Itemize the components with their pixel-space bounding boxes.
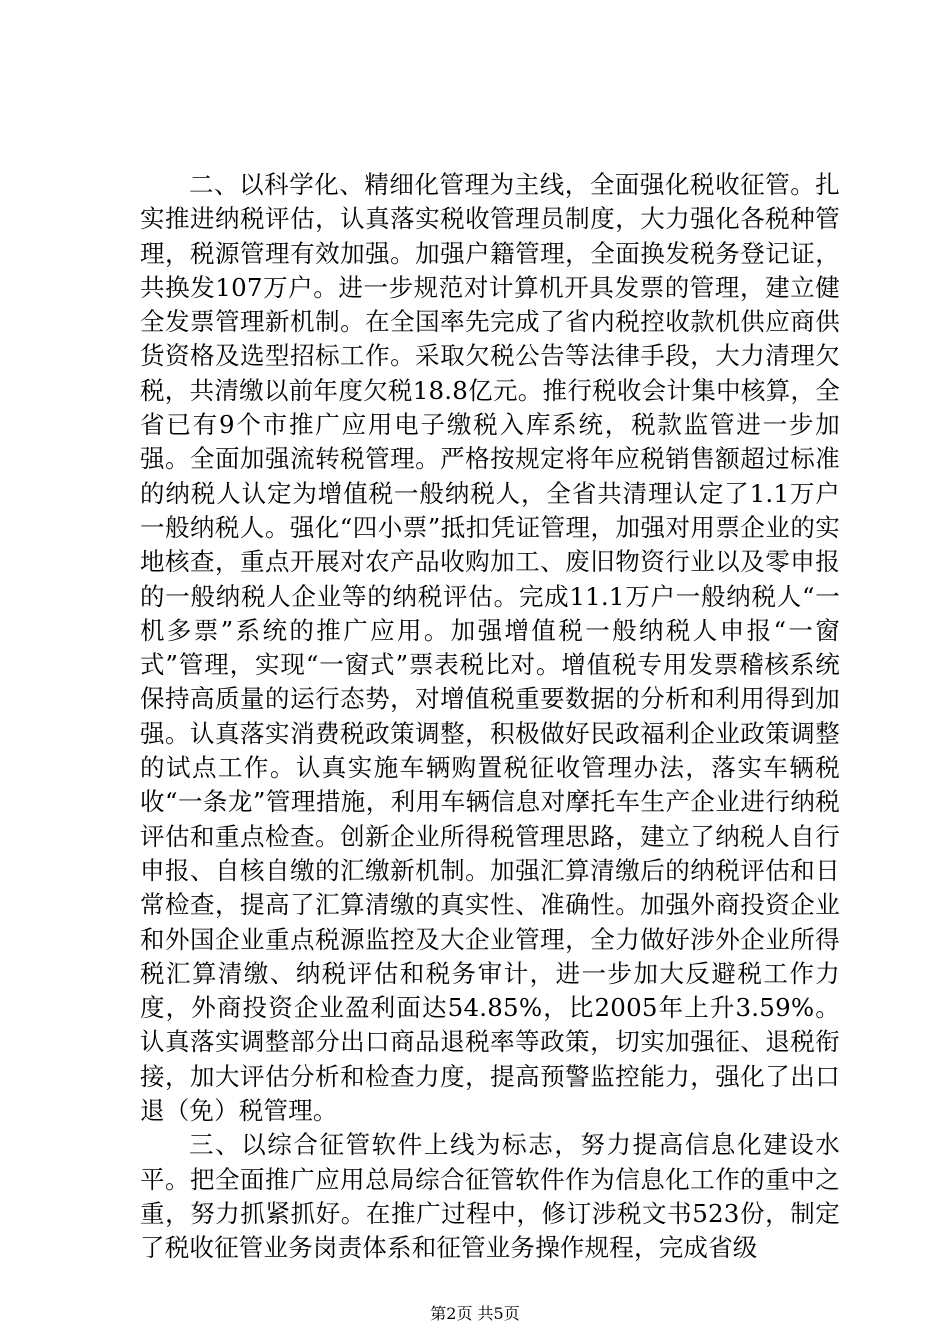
paragraph-tax-collection-management: 二、以科学化、精细化管理为主线，全面强化税收征管。扎实推进纳税评估，认真落实税收管理员制度，大力强化各税种管理，税源管理有效加强。加强户籍管理，全面换发税务登记证，共换发107万户。进一步规范对计算机开具发票的管理，建立健全发票管理新机制。在全国率先完成了省内税控收款机供应商供货资格及选型招标工作。采取欠税公告等法律手段，大力清理欠税，共清缴以前年度欠税18.8亿元。推行税收会计集中核算，全省已有9个市推广应用电子缴税入库系统，税款监管进一步加强。全面加强流转税管理。严格按规定将年应税销售额超过标准的纳税人认定为增值税一般纳税人，全省共清理认定了1.1万户一般纳税人。强化“四小票”抵扣凭证管理，加强对用票企业的实地核查，重点开展对农产品收购加工、废旧物资行业以及零申报的一般纳税人企业等的纳税评估。完成11.1万户一般纳税人“一机多票”系统的推广应用。加强增值税一般纳税人申报“一窗式”管理，实现“一窗式”票表税比对。增值税专用发票稽核系统保持高质量的运行态势，对增值税重要数据的分析和利用得到加强。认真落实消费税政策调整，积极做好民政福利企业政策调整的试点工作。认真实施车辆购置税征收管理办法，落实车辆税收“一条龙”管理措施，利用车辆信息对摩托车生产企业进行纳税评估和重点检查。创新企业所得税管理思路，建立了纳税人自行申报、自核自缴的汇缴新机制。加强汇算清缴后的纳税评估和日常检查，提高了汇算清缴的真实性、准确性。加强外商投资企业和外国企业重点税源监控及大企业管理，全力做好涉外企业所得税汇算清缴、纳税评估和税务审计，进一步加大反避税工作力度，外商投资企业盈利面达54.85%，比2005年上升3.59%。认真落实调整部分出口商品退税率等政策，切实加强征、退税衔接，加大评估分析和检查力度，提高预警监控能力，强化了出口退（免）税管理。	[140, 170, 840, 1126]
document-body	[140, 168, 840, 1266]
paragraph-informatization: 三、以综合征管软件上线为标志，努力提高信息化建设水平。把全面推广应用总局综合征管软件作为信息化工作的重中之重，努力抓紧抓好。在推广过程中，修订涉税文书523份，制定了税收征管业务岗责体系和征管业务操作规程，完成省级	[140, 1130, 840, 1263]
page-number-footer: 第2页 共5页	[430, 1304, 520, 1323]
